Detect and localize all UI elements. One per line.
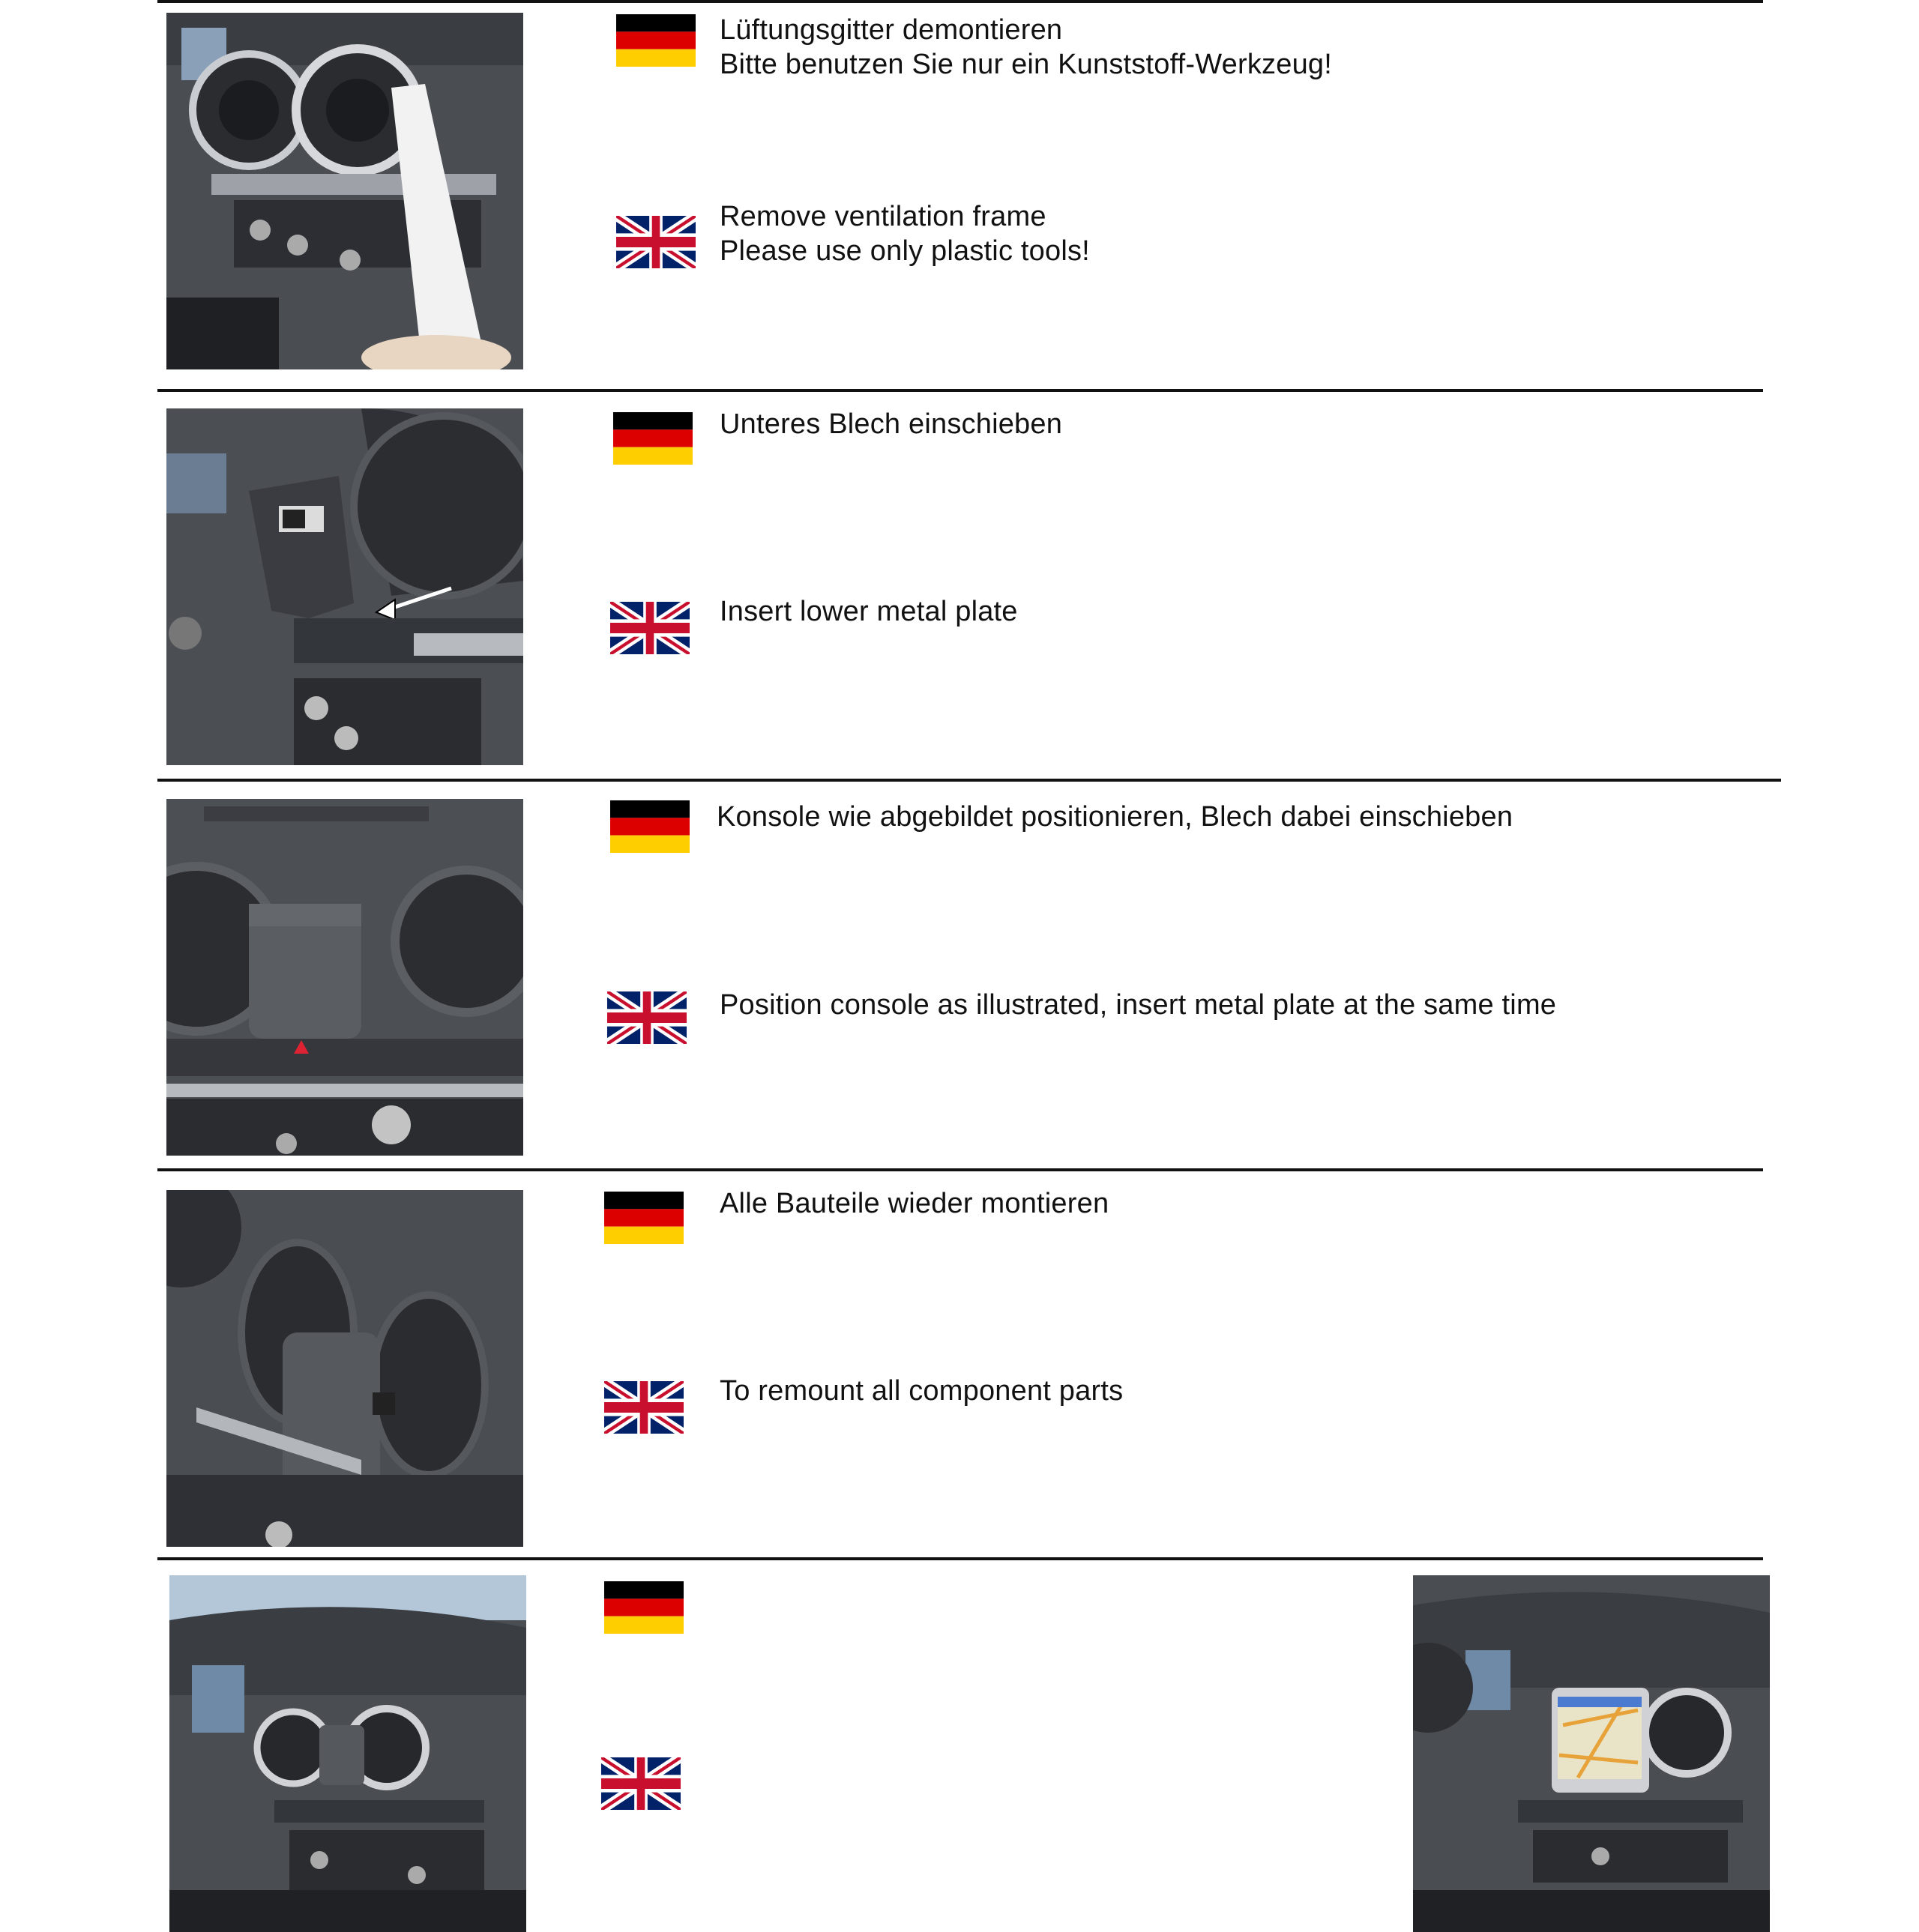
step-1-english-line-2: Please use only plastic tools!: [720, 235, 1090, 267]
divider: [157, 389, 1763, 392]
step-2-german-line-1: Unteres Blech einschieben: [720, 408, 1063, 440]
uk-flag-icon: [604, 1381, 684, 1434]
german-flag-icon: [616, 14, 696, 67]
step-4-german-line-1: Alle Bauteile wieder montieren: [720, 1188, 1109, 1219]
uk-flag-icon: [610, 602, 690, 654]
step-4-photo-remount-parts: [166, 1190, 523, 1547]
step-1-photo-remove-vent: [166, 13, 523, 369]
uk-flag-icon: [607, 991, 687, 1044]
divider: [157, 779, 1781, 782]
step-3-german-line-1: Konsole wie abgebildet positionieren, Blech dabei einschieben: [717, 801, 1513, 833]
step-4-english-line-1: To remount all component parts: [720, 1375, 1124, 1407]
german-flag-icon: [610, 800, 690, 853]
step-2-english-line-1: Insert lower metal plate: [720, 596, 1018, 627]
german-flag-icon: [604, 1192, 684, 1244]
uk-flag-icon: [616, 216, 696, 268]
uk-flag-icon: [601, 1757, 681, 1810]
step-2-photo-insert-plate: [166, 408, 523, 765]
divider: [157, 1168, 1763, 1171]
step-5-photo-with-navigation-device: [1413, 1575, 1770, 1932]
step-3-english-line-1: Position console as illustrated, insert metal plate at the same time: [720, 989, 1557, 1021]
german-flag-icon: [613, 412, 693, 465]
step-3-photo-position-console: [166, 799, 523, 1156]
german-flag-icon: [604, 1581, 684, 1634]
divider: [157, 0, 1763, 3]
step-1-german-line-1: Lüftungsgitter demontieren: [720, 14, 1063, 46]
step-1-german-line-2: Bitte benutzen Sie nur ein Kunststoff-Werkzeug!: [720, 49, 1333, 80]
step-1-english-line-1: Remove ventilation frame: [720, 201, 1046, 232]
step-5-photo-mounted-console: [169, 1575, 526, 1932]
divider: [157, 1557, 1763, 1560]
